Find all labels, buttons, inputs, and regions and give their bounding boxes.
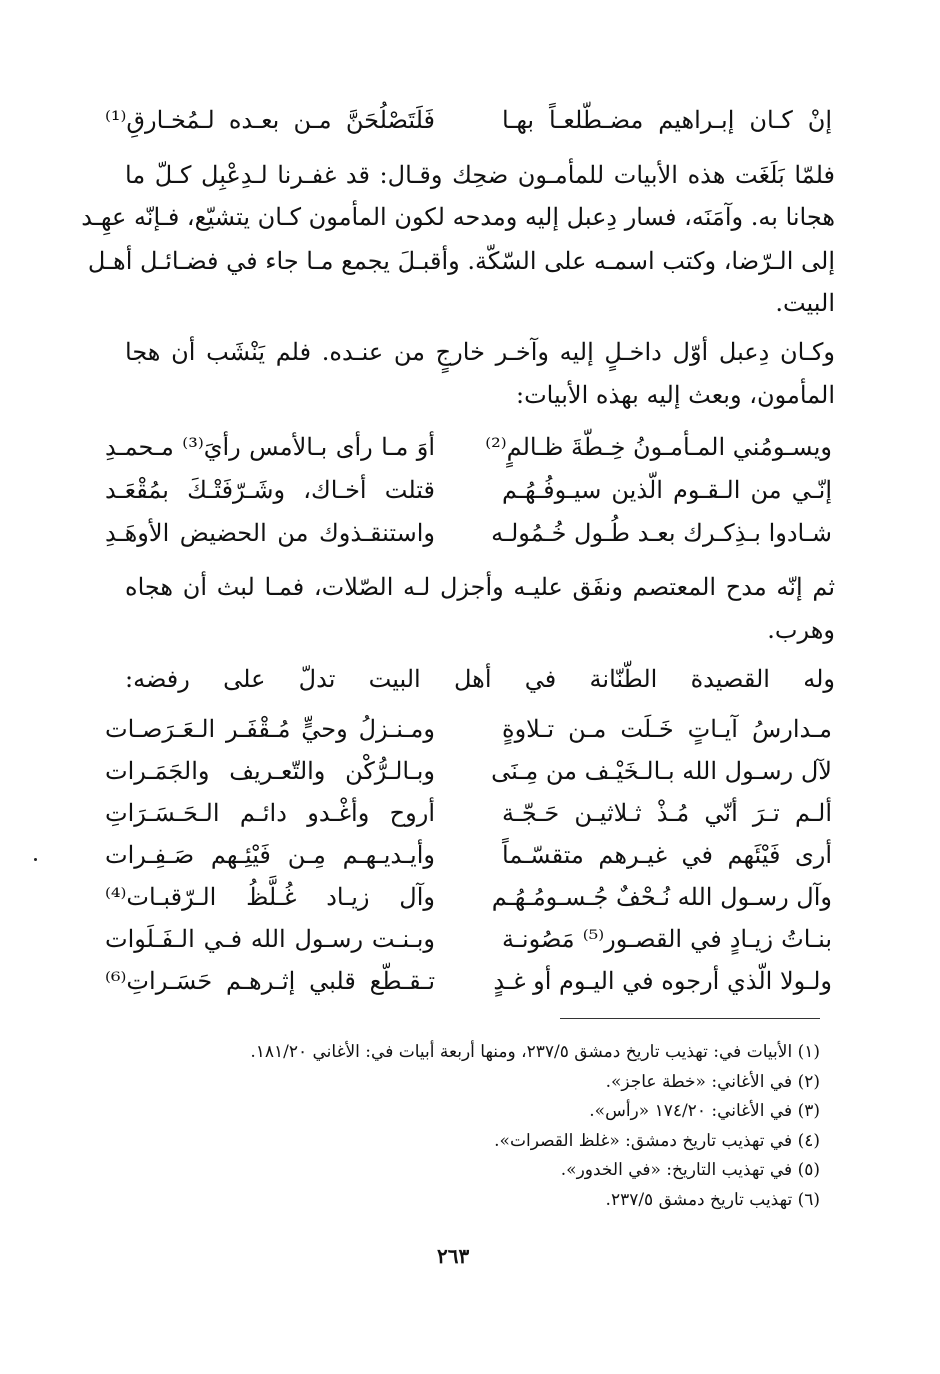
paragraph1-line1: فلمّا بَلَغَت هذه الأبيات للمأمـون ضحِك وقـال: قد غفـرنا لـدِعْبِل كـلّ ما (125, 161, 835, 189)
poem1-verse3-right: شـادوا بـذِكـرك بعـد طُـول خُـمُولـه (491, 519, 832, 547)
poem1-verse1-left: أوَ مـا رأى بـالأمس رأيَ⁽³⁾ مـحمـدِ (105, 433, 436, 461)
poem2-verse4-right: أرى فَيْئَهم في غيـرهم متقسّـماً (502, 841, 832, 869)
paragraph1-line2: هجانا به. وآمَنَه، فسار دِعبل إليه ومدحه لكون المأمون كـان يتشيّع، فـإنّه عهِـد (81, 203, 835, 231)
poem1-verse2-right: إنّـي من الـقـوم الّذين سيـوفُـهُـم (502, 476, 832, 504)
poem2-verse2-right: لآل رسـول الله بـالـخَيْـف من مِـنَى (491, 757, 832, 785)
poem2-verse2-left: وبـالـرُّكْن والتّعـريف والجَمَـرات (105, 757, 435, 785)
poem2-verse5-left: وآل زيـاد غُـلَّظُ الـرّقبـات⁽⁴⁾ (105, 883, 435, 911)
paragraph2-line1: وكـان دِعبل أوّل داخـلٍ إليه وآخـر خارجٍ من عنـده. فلم يَنْشَب أن هجا (125, 338, 835, 366)
poem2-verse4-left: وأيـديـهـم مِـن فَيْئِـهم صَـفِـرات (105, 841, 435, 869)
footnote-2: (٢) في الأغاني: «خطة عاجز». (605, 1072, 820, 1092)
poem2-verse7-left: تـقـطّع قلبي إثـرهـم حَسَـراتِ⁽⁶⁾ (105, 967, 435, 995)
footnote-6: (٦) تهذيب تاريخ دمشق ٢٣٧/٥. (605, 1190, 820, 1210)
poem1-verse2-left: قتلت أخـاك، وشَـرّفَتْـكَ بمُقْعَـد (105, 476, 435, 504)
page-number: ٢٦٣ (437, 1244, 470, 1268)
footnote-4: (٤) في تهذيب تاريخ دمشق: «غلظ القصرات». (494, 1131, 820, 1151)
paragraph4-line1: وله القصيدة الطّنّانة في أهل البيت تدلّ على رفضه: (125, 665, 835, 693)
poem2-verse5-right: وآل رسـول الله نُـحْفٌ جُـسـومُـهُـم (491, 883, 832, 911)
poem1-verse3-left: واستنقـذوك من الحضيض الأوهَـدِ (105, 519, 435, 547)
footnote-separator (560, 1018, 820, 1019)
poem2-verse7-right: ولـولا الّذي أرجوه في اليـوم أو غـدٍ (493, 967, 832, 995)
footnote-5: (٥) في تهذيب التاريخ: «في الخدور». (560, 1160, 820, 1180)
top-verse-second-hemistich: فَلَتَصْلُحَنَّ مـن بعـده لـمُخـارقِ⁽¹⁾ (105, 106, 435, 134)
poem2-verse3-left: أروح وأغْـدو دائـم الـحَـسَـرَاتِ (105, 799, 435, 827)
poem2-verse6-right: بنـاتُ زيـادٍ في القصـور⁽⁵⁾ مَصُونـة (502, 925, 832, 953)
paragraph3-line2: وهرب. (767, 616, 835, 644)
footnote-1: (١) الأبيات في: تهذيب تاريخ دمشق ٢٣٧/٥، ومنها أربعة أبيات في: الأغاني ١٨١/٢٠. (250, 1042, 820, 1062)
poem2-verse3-right: ألـم تـرَ أنّي مُـذْ ثـلاثيـن حَـجّـة (502, 799, 832, 827)
paragraph3-line1: ثم إنّه مدح المعتصم ونفَق عليـه وأجزل لـه الصّلات، فمـا لبث أن هجاه (125, 573, 835, 601)
paragraph1-line3: إلى الـرّضا، وكتب اسمـه على السّكّة. وأقبـلَ يجمع مـا جاء في فضـائـل أهـل (87, 247, 835, 275)
poem1-verse1-right: ويسـومُني المـأمـونُ خِـطّةَ ظـالمٍ⁽²⁾ (485, 433, 832, 461)
poem2-verse1-right: مـدارسُ آيـاتٍ خَـلَت مـن تـلاوةٍ (502, 715, 832, 743)
poem2-verse1-left: ومـنـزلُ وحيٍّ مُـقْفَـر الـعَـرَصـات (105, 715, 435, 743)
top-verse-first-hemistich: إنْ كـان إبـراهيم مضـطّلعـاً بهـا (502, 106, 832, 134)
footnote-3: (٣) في الأغاني: ١٧٤/٢٠ «رأس». (589, 1101, 820, 1121)
paragraph2-line2: المأمون، وبعث إليه بهذه الأبيات: (516, 381, 835, 409)
paragraph1-line4: البيت. (775, 289, 835, 317)
margin-dot (34, 858, 37, 861)
poem2-verse6-left: وبـنـت رسـول الله فـي الـفَـلَوات (105, 925, 435, 953)
